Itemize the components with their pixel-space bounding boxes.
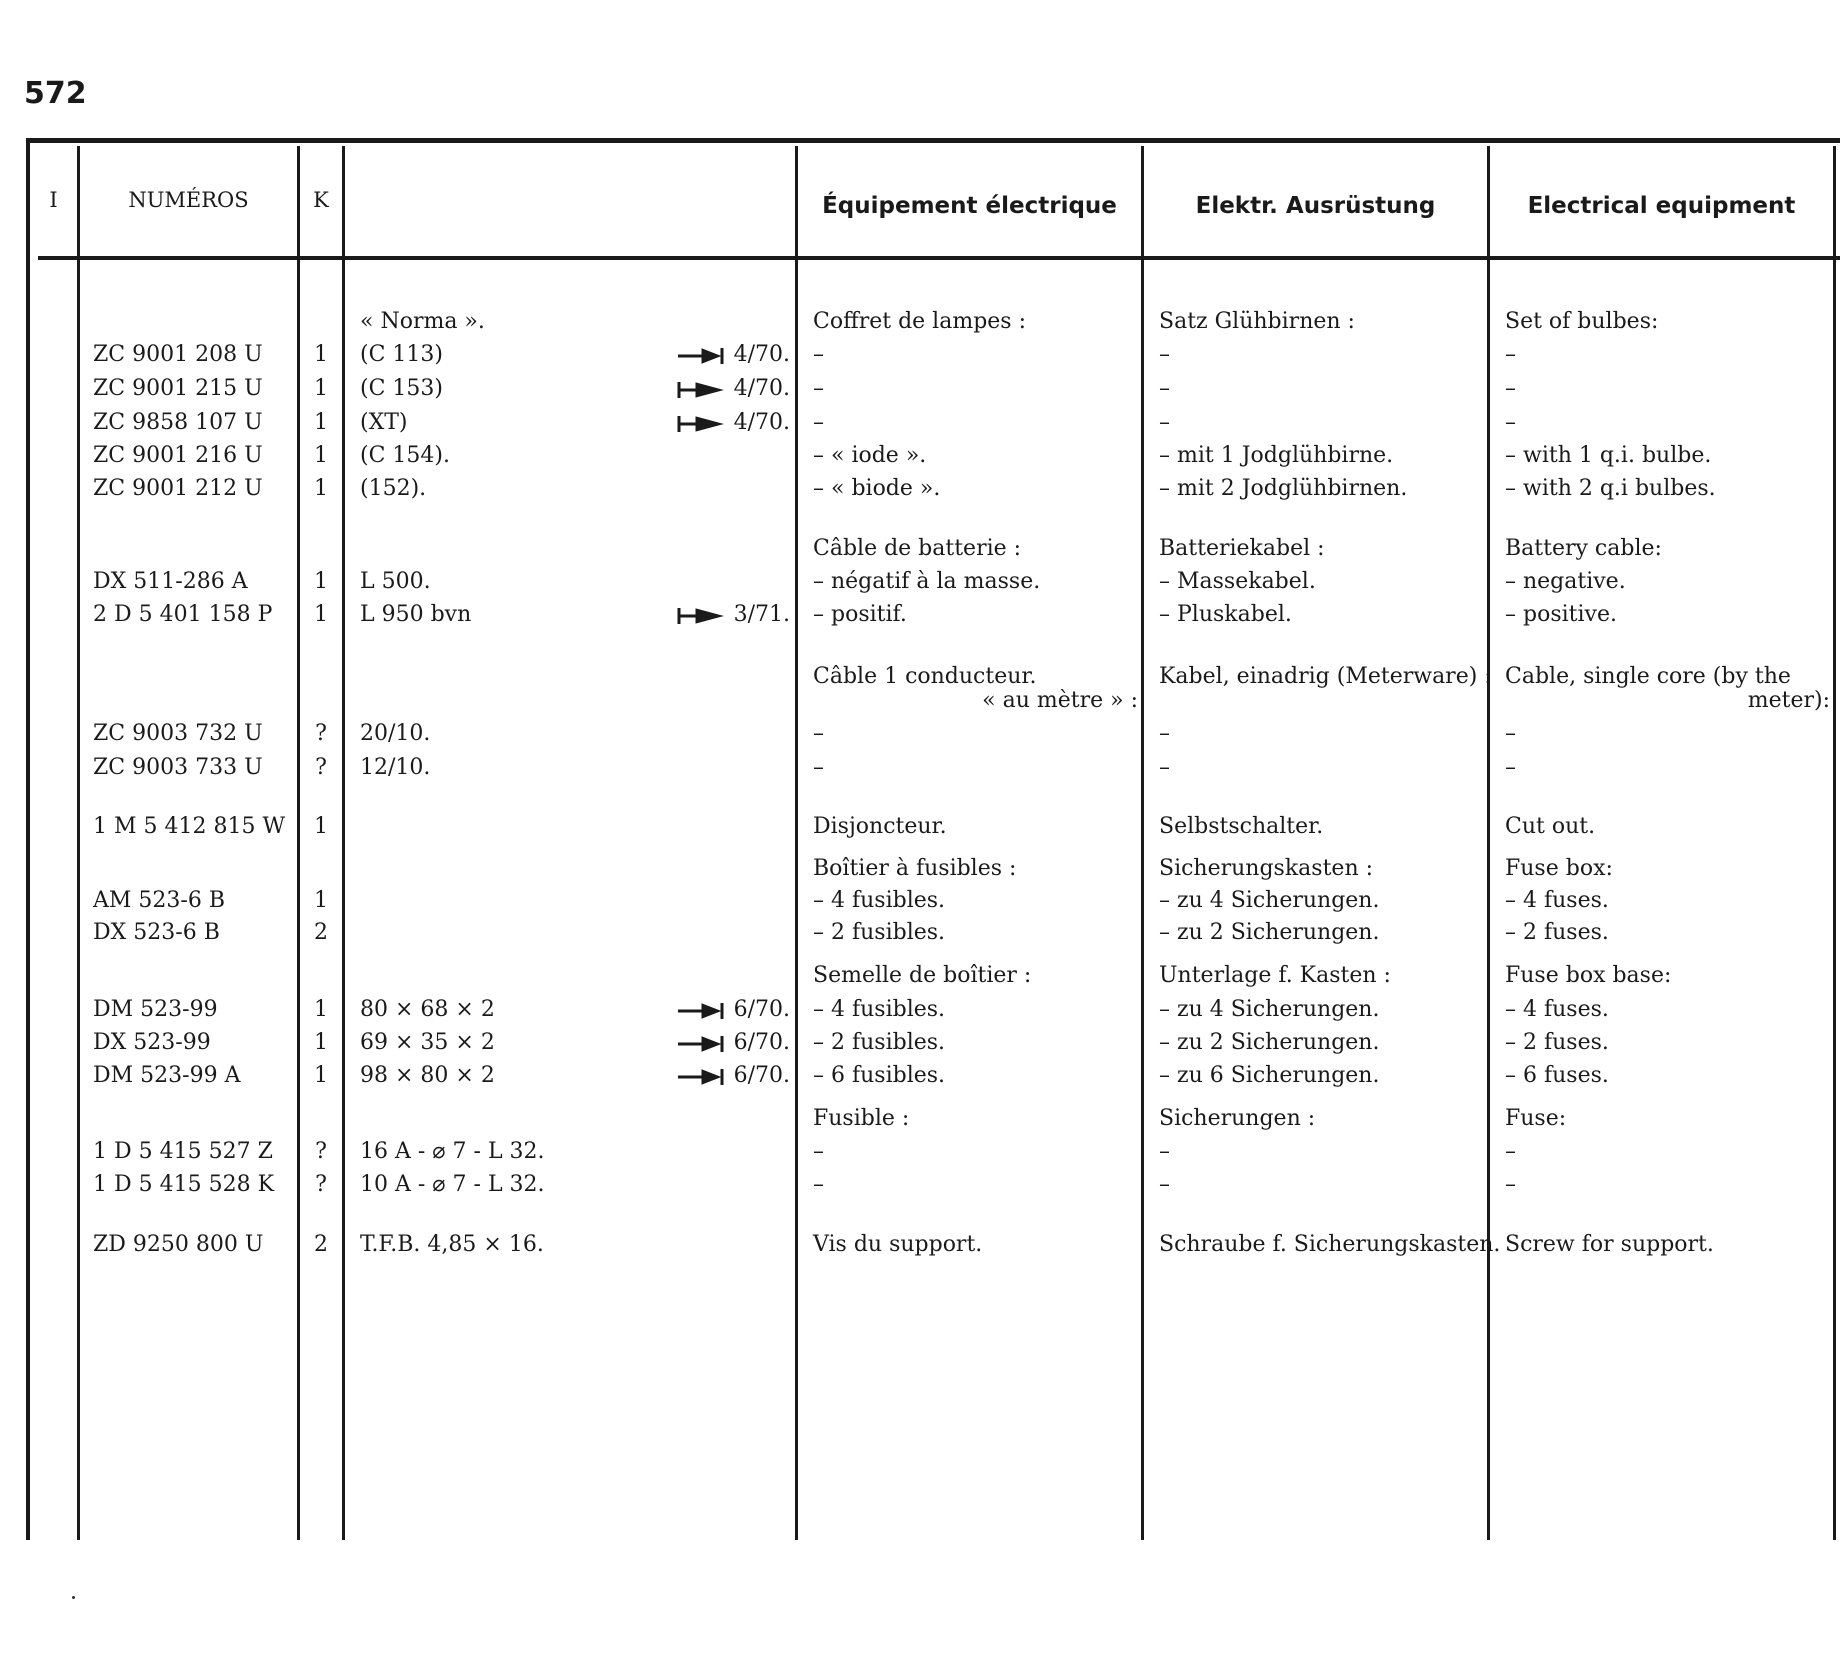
german-text: Sicherungen :	[1159, 1106, 1316, 1131]
french-text: – 4 fusibles.	[813, 888, 946, 913]
english-text: Fuse:	[1505, 1106, 1567, 1131]
part-number: AM 523-6 B	[93, 888, 225, 913]
french-text: Câble de batterie :	[813, 536, 1022, 561]
margin-dot	[72, 1596, 75, 1599]
english-text: – 2 fuses.	[1505, 1030, 1609, 1055]
french-text: – 4 fusibles.	[813, 997, 946, 1022]
french-text: – négatif à la masse.	[813, 569, 1041, 594]
change-date: 4/70.	[733, 342, 790, 367]
spec-text: L 500.	[360, 569, 431, 594]
english-text: – 4 fuses.	[1505, 997, 1609, 1022]
english-text: Cable, single core (by the	[1505, 664, 1791, 689]
quantity-k: 1	[314, 569, 328, 594]
french-text: –	[813, 376, 824, 401]
french-text: – « iode ».	[813, 443, 927, 468]
part-number: DM 523-99 A	[93, 1063, 241, 1088]
change-date: 4/70.	[733, 376, 790, 401]
english-text: Cut out.	[1505, 814, 1596, 839]
english-text: – with 1 q.i. bulbe.	[1505, 443, 1712, 468]
english-text: – 6 fuses.	[1505, 1063, 1609, 1088]
english-text: Screw for support.	[1505, 1232, 1714, 1257]
part-number: 1 M 5 412 815 W	[93, 814, 286, 839]
spec-text: (C 154).	[360, 443, 450, 468]
col-rule-i	[77, 146, 80, 1540]
english-text-cont: meter):	[1747, 688, 1830, 713]
spec-text: 80 × 68 × 2	[360, 997, 495, 1022]
french-text: –	[813, 721, 824, 746]
spec-text: (C 113)	[360, 342, 443, 367]
part-number: ZC 9858 107 U	[93, 410, 263, 435]
german-text: Unterlage f. Kasten :	[1159, 963, 1391, 988]
page-number: 572	[24, 76, 87, 111]
part-number: DX 511-286 A	[93, 569, 248, 594]
german-text: Batteriekabel :	[1159, 536, 1325, 561]
quantity-k: 1	[314, 342, 328, 367]
german-text: Kabel, einadrig (Meterware) :	[1159, 664, 1492, 689]
spec-text: 12/10.	[360, 755, 431, 780]
french-text: – 2 fusibles.	[813, 1030, 946, 1055]
english-text: – with 2 q.i bulbes.	[1505, 476, 1716, 501]
german-text: – Pluskabel.	[1159, 602, 1292, 627]
german-text: –	[1159, 721, 1170, 746]
spec-text: 69 × 35 × 2	[360, 1030, 495, 1055]
header-rule	[38, 256, 1840, 260]
english-text: – 4 fuses.	[1505, 888, 1609, 913]
part-number: DX 523-6 B	[93, 920, 220, 945]
german-text: Sicherungskasten :	[1159, 856, 1374, 881]
quantity-k: ?	[315, 1172, 327, 1197]
german-text: Selbstschalter.	[1159, 814, 1324, 839]
quantity-k: 1	[314, 410, 328, 435]
part-number: ZC 9001 215 U	[93, 376, 263, 401]
french-text: Vis du support.	[813, 1232, 983, 1257]
german-text: – mit 2 Jodglühbirnen.	[1159, 476, 1408, 501]
top-rule	[26, 138, 1840, 143]
german-text: – zu 6 Sicherungen.	[1159, 1063, 1380, 1088]
quantity-k: 1	[314, 476, 328, 501]
french-text: – positif.	[813, 602, 907, 627]
german-text: Schraube f. Sicherungskasten.	[1159, 1232, 1501, 1257]
quantity-k: 2	[314, 1232, 328, 1257]
part-number: ZC 9003 732 U	[93, 721, 263, 746]
english-text: –	[1505, 410, 1516, 435]
english-text: Set of bulbes:	[1505, 309, 1659, 334]
spec-text: 20/10.	[360, 721, 431, 746]
spec-text: 16 A - ⌀ 7 - L 32.	[360, 1139, 545, 1164]
spec-text: L 950 bvn	[360, 602, 472, 627]
german-text: –	[1159, 410, 1170, 435]
german-text: – zu 4 Sicherungen.	[1159, 997, 1380, 1022]
english-text: Battery cable:	[1505, 536, 1662, 561]
french-text: – « biode ».	[813, 476, 941, 501]
quantity-k: 1	[314, 443, 328, 468]
quantity-k: ?	[315, 1139, 327, 1164]
german-text: – Massekabel.	[1159, 569, 1316, 594]
quantity-k: 1	[314, 1063, 328, 1088]
quantity-k: 1	[314, 814, 328, 839]
french-text: Semelle de boîtier :	[813, 963, 1032, 988]
french-text: – 6 fusibles.	[813, 1063, 946, 1088]
english-text: –	[1505, 1172, 1516, 1197]
quantity-k: 1	[314, 1030, 328, 1055]
header-german: Elektr. Ausrüstung	[1195, 193, 1436, 219]
french-text: Fusible :	[813, 1106, 910, 1131]
header-numeros: NUMÉROS	[128, 188, 249, 212]
french-text: –	[813, 755, 824, 780]
change-date: 6/70.	[733, 997, 790, 1022]
spec-text: T.F.B. 4,85 × 16.	[360, 1232, 544, 1257]
french-text: –	[813, 342, 824, 367]
english-text: – negative.	[1505, 569, 1626, 594]
header-english: Electrical equipment	[1527, 193, 1796, 219]
german-text: –	[1159, 376, 1170, 401]
english-text: – positive.	[1505, 602, 1617, 627]
english-text: –	[1505, 342, 1516, 367]
english-text: Fuse box:	[1505, 856, 1613, 881]
part-number: ZC 9001 216 U	[93, 443, 263, 468]
change-date: 3/71.	[733, 602, 790, 627]
english-text: –	[1505, 721, 1516, 746]
german-text: – mit 1 Jodglühbirne.	[1159, 443, 1394, 468]
col-rule-de	[1487, 146, 1490, 1540]
french-text: Câble 1 conducteur.	[813, 664, 1037, 689]
part-number: DX 523-99	[93, 1030, 211, 1055]
change-date: 4/70.	[733, 410, 790, 435]
part-number: ZD 9250 800 U	[93, 1232, 264, 1257]
change-date: 6/70.	[733, 1030, 790, 1055]
quantity-k: 1	[314, 997, 328, 1022]
french-text: – 2 fusibles.	[813, 920, 946, 945]
spec-text: (C 153)	[360, 376, 443, 401]
quantity-k: 1	[314, 602, 328, 627]
french-text: Boîtier à fusibles :	[813, 856, 1017, 881]
part-number: 1 D 5 415 527 Z	[93, 1139, 273, 1164]
part-number: ZC 9001 212 U	[93, 476, 263, 501]
part-number: 1 D 5 415 528 K	[93, 1172, 275, 1197]
quantity-k: 1	[314, 888, 328, 913]
english-text: –	[1505, 755, 1516, 780]
part-number: ZC 9001 208 U	[93, 342, 263, 367]
header-french: Équipement électrique	[822, 193, 1117, 219]
col-rule-left	[26, 140, 30, 1540]
german-text: –	[1159, 1139, 1170, 1164]
change-date: 6/70.	[733, 1063, 790, 1088]
english-text: – 2 fuses.	[1505, 920, 1609, 945]
header-k: K	[313, 188, 329, 212]
header-i: I	[49, 188, 58, 212]
german-text: –	[1159, 1172, 1170, 1197]
part-number: DM 523-99	[93, 997, 218, 1022]
english-text: Fuse box base:	[1505, 963, 1672, 988]
col-rule-en	[1833, 146, 1836, 1540]
german-text: – zu 2 Sicherungen.	[1159, 920, 1380, 945]
german-text: – zu 2 Sicherungen.	[1159, 1030, 1380, 1055]
col-rule-desc	[795, 146, 798, 1540]
part-number: 2 D 5 401 158 P	[93, 602, 273, 627]
quantity-k: ?	[315, 755, 327, 780]
spec-text: (152).	[360, 476, 427, 501]
french-text: –	[813, 1139, 824, 1164]
english-text: –	[1505, 376, 1516, 401]
spec-text: « Norma ».	[360, 309, 485, 334]
part-number: ZC 9003 733 U	[93, 755, 263, 780]
col-rule-fr	[1141, 146, 1144, 1540]
german-text: –	[1159, 755, 1170, 780]
french-text: Disjoncteur.	[813, 814, 947, 839]
spec-text: 98 × 80 × 2	[360, 1063, 495, 1088]
quantity-k: ?	[315, 721, 327, 746]
french-text-cont: « au mètre » :	[982, 688, 1138, 713]
quantity-k: 1	[314, 376, 328, 401]
german-text: –	[1159, 342, 1170, 367]
german-text: Satz Glühbirnen :	[1159, 309, 1355, 334]
spec-text: 10 A - ⌀ 7 - L 32.	[360, 1172, 545, 1197]
french-text: –	[813, 410, 824, 435]
spec-text: (XT)	[360, 410, 408, 435]
col-rule-k	[342, 146, 345, 1540]
quantity-k: 2	[314, 920, 328, 945]
french-text: –	[813, 1172, 824, 1197]
french-text: Coffret de lampes :	[813, 309, 1026, 334]
german-text: – zu 4 Sicherungen.	[1159, 888, 1380, 913]
english-text: –	[1505, 1139, 1516, 1164]
